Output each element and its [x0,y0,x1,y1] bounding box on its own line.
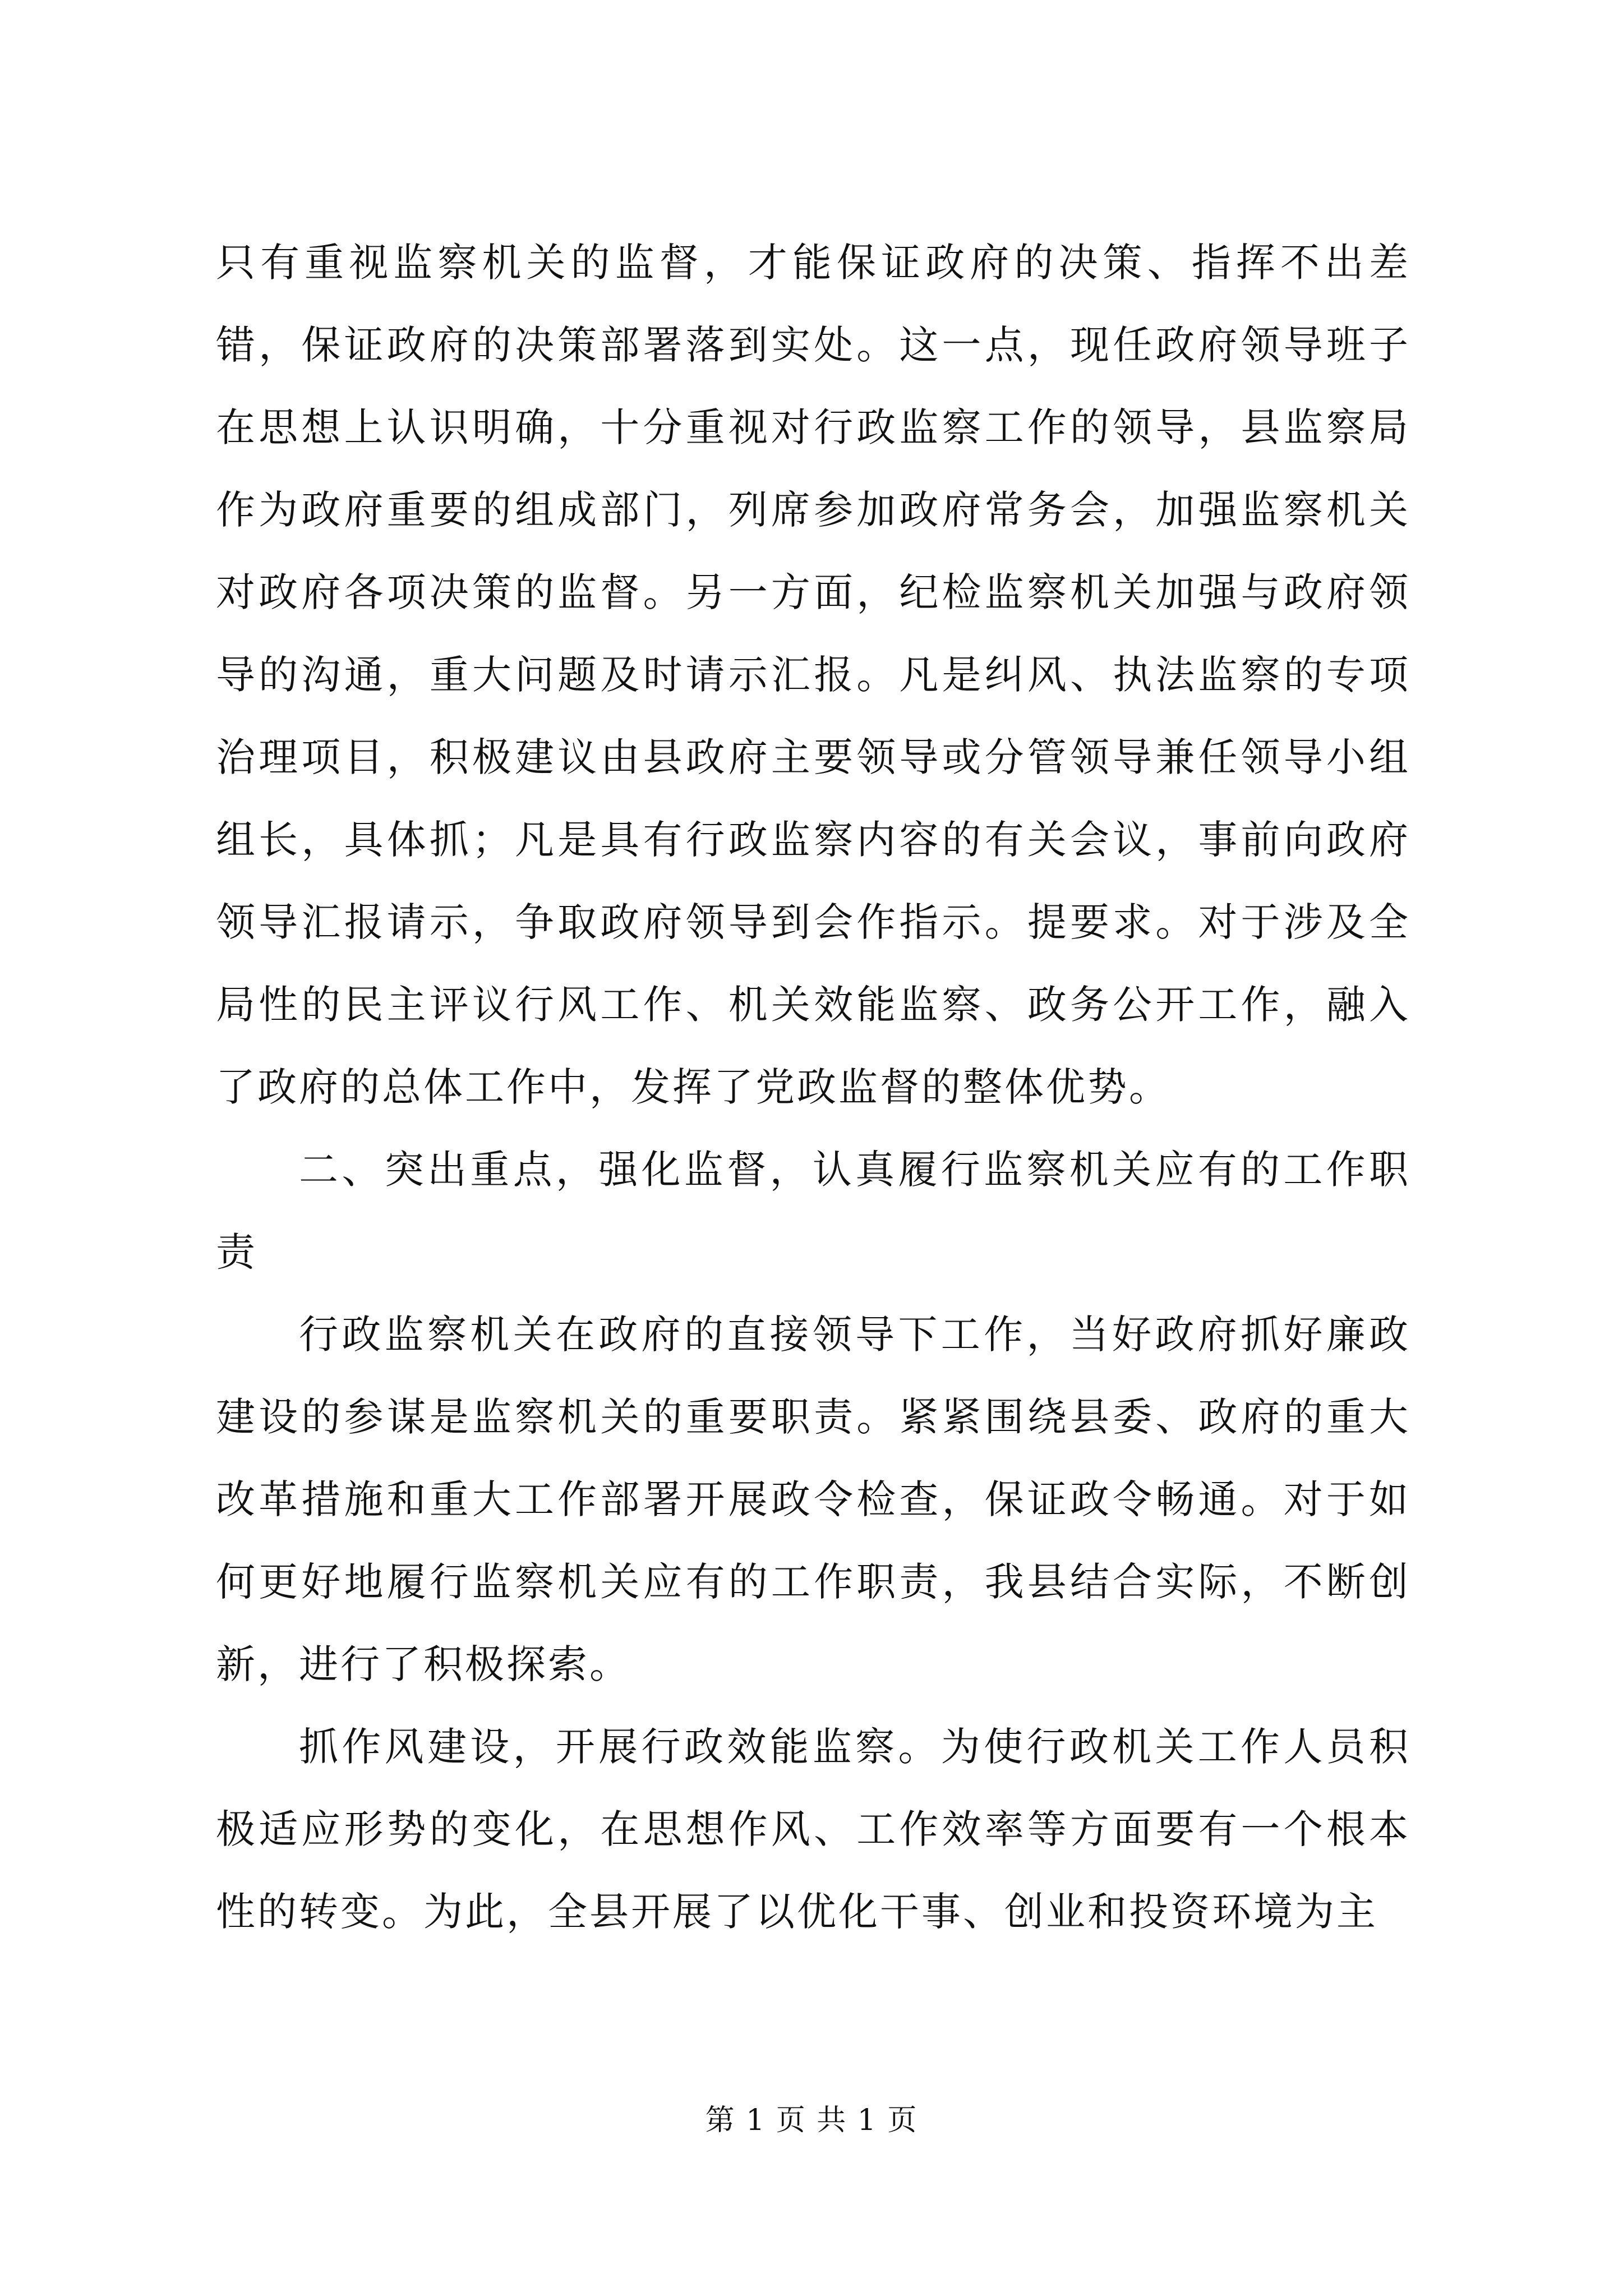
paragraph-supervision-importance: 只有重视监察机关的监督，才能保证政府的决策、指挥不出差错，保证政府的决策部署落到实处。这一点，现任政府领导班子在思想上认识明确，十分重视对行政监察工作的领导，县监察局作为政府重要的组成部门，列席参加政府常务会，加强监察机关对政府各项决策的监督。另一方面，纪检监察机关加强与政府领导的沟通，重大问题及时请示汇报。凡是纠风、执法监察的专项治理项目，积极建议由县政府主要领导或分管领导兼任领导小组组长，具体抓；凡是具有行政监察内容的有关会议，事前向政府领导汇报请示，争取政府领导到会作指示。提要求。对于涉及全局性的民主评议行风工作、机关效能监察、政务公开工作，融入了政府的总体工作中，发挥了党政监督的整体优势。 [216,240,1410,1110]
document-body [216,222,1410,1953]
page-number-footer: 第 1 页 共 1 页 [705,2104,918,2137]
paragraph-efficiency-supervision: 抓作风建设，开展行政效能监察。为使行政机关工作人员积极适应形势的变化，在思想作风、工作效率等方面要有一个根本性的转变。为此，全县开展了以优化干事、创业和投资环境为主 [216,1724,1410,1935]
section-heading-two: 二、突出重点，强化监督，认真履行监察机关应有的工作职责 [216,1147,1410,1275]
paragraph-supervision-duties: 行政监察机关在政府的直接领导下工作，当好政府抓好廉政建设的参谋是监察机关的重要职责。紧紧围绕县委、政府的重大改革措施和重大工作部署开展政令检查，保证政令畅通。对于如何更好地履行监察机关应有的工作职责，我县结合实际，不断创新，进行了积极探索。 [216,1312,1410,1687]
